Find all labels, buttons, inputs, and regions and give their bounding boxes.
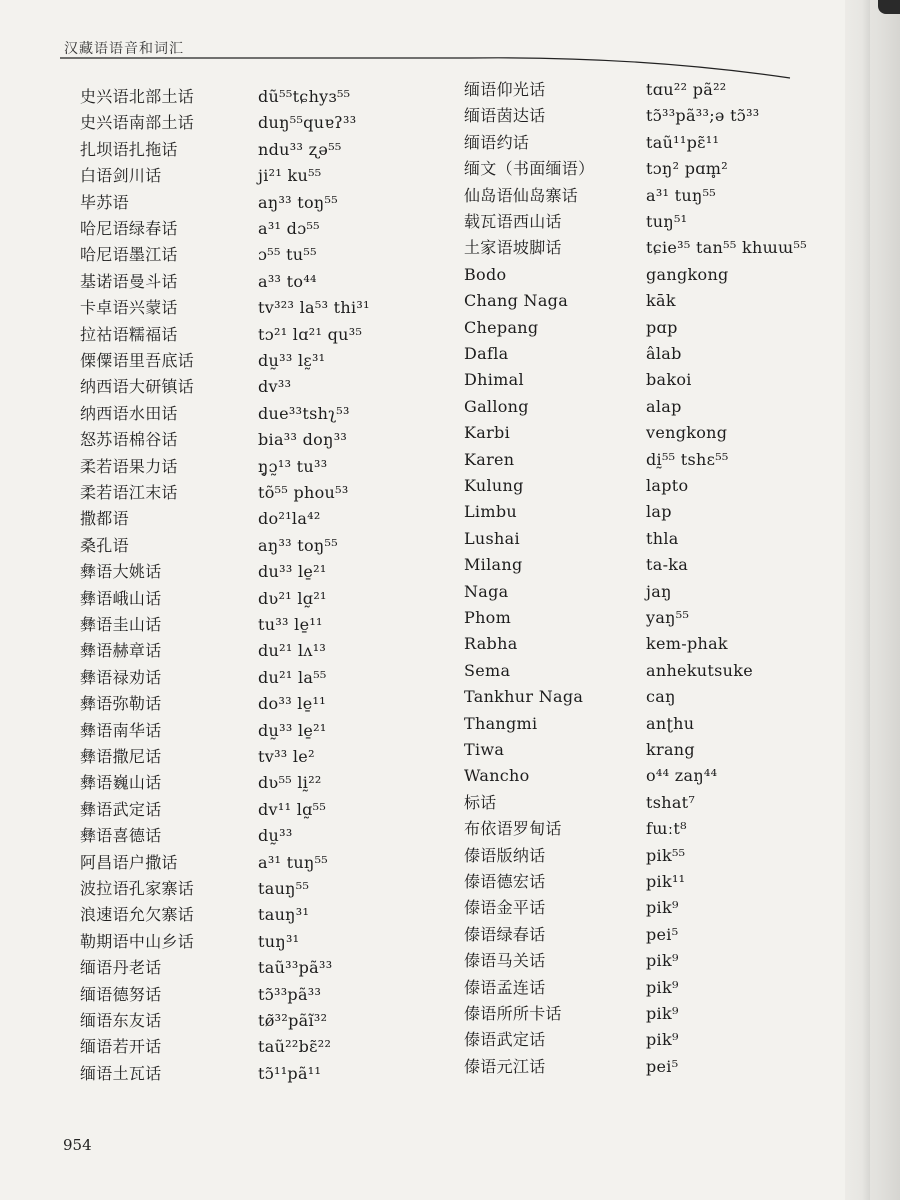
word-form: taũ³³pã³³	[258, 958, 333, 978]
language-name: 纳西语大研镇话	[80, 377, 195, 397]
language-name: 标话	[464, 792, 497, 812]
word-form: pei⁵	[646, 1056, 679, 1076]
language-name: 史兴语北部土话	[80, 87, 195, 106]
word-form: a³¹ tuŋ⁵⁵	[258, 852, 329, 872]
language-name: 彝语圭山话	[80, 615, 162, 634]
language-name: Karbi	[464, 423, 510, 443]
language-name: 怒苏语棉谷话	[80, 430, 178, 450]
word-form: taũ¹¹pɛ̃¹¹	[646, 132, 720, 152]
word-form: dṵ³³ lɛ̰³¹	[258, 351, 326, 370]
word-form: pɑp	[646, 317, 678, 337]
word-form: du³³ le̱²¹	[258, 562, 327, 582]
language-name: Rabha	[464, 634, 518, 654]
language-name: 彝语大姚话	[80, 562, 162, 582]
word-form: pei⁵	[646, 924, 679, 944]
language-name: 彝语峨山话	[80, 588, 162, 608]
word-form: do²¹la⁴²	[258, 509, 321, 529]
word-form: tuŋ³¹	[258, 931, 300, 951]
page-number: 954	[63, 1136, 92, 1154]
word-form: ji²¹ ku⁵⁵	[258, 166, 322, 186]
language-name: 布依语罗甸话	[464, 819, 562, 839]
language-name: 傣语武定话	[464, 1030, 546, 1050]
word-form: bakoi	[646, 370, 692, 390]
word-form: dv³³	[258, 377, 292, 397]
language-name: 傣语版纳话	[464, 845, 546, 865]
word-form: tshat⁷	[646, 792, 696, 812]
word-form: vengkong	[646, 423, 728, 443]
language-name: 彝语禄劝话	[80, 667, 162, 687]
word-form: alap	[646, 396, 682, 416]
language-name: 载瓦语西山话	[464, 212, 562, 231]
word-form: tɕie³⁵ tan⁵⁵ khɯɯ⁵⁵	[646, 238, 807, 258]
word-form: lapto	[646, 476, 689, 495]
word-form: bia³³ doŋ³³	[258, 430, 348, 450]
language-name: 彝语弥勒话	[80, 694, 162, 714]
language-name: 拉祜语糯福话	[80, 324, 178, 344]
running-header-title: 汉藏语语音和词汇	[64, 41, 184, 57]
word-form: do³³ le̱¹¹	[258, 694, 326, 714]
language-name: Chang Naga	[464, 291, 569, 311]
word-form: pik⁹	[646, 977, 679, 997]
language-name: 哈尼语绿春话	[80, 219, 178, 238]
word-form: pik⁹	[646, 951, 679, 971]
word-form: ŋ̥ɔ̰¹³ tu³³	[258, 456, 328, 476]
language-name: 撒都语	[80, 509, 129, 529]
word-form: caŋ	[646, 687, 676, 707]
language-name: Kulung	[464, 476, 524, 495]
language-name: Naga	[464, 581, 509, 601]
language-name: Milang	[464, 555, 523, 575]
word-form: tɑu²² pã²²	[646, 80, 727, 99]
word-form: yaŋ⁵⁵	[646, 608, 690, 627]
language-name: Bodo	[464, 264, 507, 284]
language-name: 傣语金平话	[464, 898, 546, 918]
word-form: anhekutsuke	[646, 660, 754, 680]
language-name: 缅文（书面缅语）	[464, 159, 595, 179]
language-name: 彝语南华话	[80, 720, 162, 740]
word-form: tv³³ le²	[258, 747, 315, 766]
language-name: 勒期语中山乡话	[80, 931, 195, 951]
language-name: 缅语德努话	[80, 984, 162, 1004]
word-form: tø̃³²pãĩ³²	[258, 1011, 328, 1030]
language-name: 毕苏语	[80, 192, 129, 212]
language-name: 卡卓语兴蒙话	[80, 298, 178, 318]
language-name: Lushai	[464, 528, 520, 548]
language-name: 彝语撒尼话	[80, 747, 162, 766]
language-name: Dhimal	[464, 370, 524, 390]
word-form: dṵ³³ le̱²¹	[258, 720, 327, 740]
word-form: a³³ to⁴⁴	[258, 271, 317, 291]
word-form: tɔ²¹ lɑ²¹ qu³⁵	[258, 324, 363, 344]
language-name: 缅语约话	[464, 132, 530, 152]
word-form: tauŋ³¹	[258, 905, 310, 925]
word-form: dṵ³³	[258, 826, 293, 846]
language-name: 浪速语允欠寨话	[80, 905, 195, 925]
language-name: 土家语坡脚话	[464, 238, 562, 258]
language-name: Limbu	[464, 502, 517, 522]
language-name: 彝语赫章话	[80, 641, 162, 661]
language-name: 缅语若开话	[80, 1037, 162, 1057]
language-name: 傣语孟连话	[464, 977, 546, 997]
language-name: Phom	[464, 608, 512, 627]
language-name: Thangmi	[464, 713, 538, 733]
language-name: 仙岛语仙岛寨话	[464, 185, 579, 205]
language-name: 扎坝语扎拖话	[80, 139, 178, 159]
word-form: tv³²³ la⁵³ thi³¹	[258, 298, 370, 318]
language-name: Wancho	[464, 766, 530, 786]
word-form: tu³³ le̱¹¹	[258, 615, 323, 634]
language-name: 傣语马关话	[464, 951, 546, 971]
language-name: 桑孔语	[80, 535, 129, 555]
word-form: dʋ²¹ lɑ̰²¹	[258, 588, 327, 608]
language-name: Sema	[464, 660, 511, 680]
language-name: 波拉语孔家寨话	[80, 879, 195, 898]
word-form: pik⁹	[646, 898, 679, 918]
language-name: 白语剑川话	[80, 166, 162, 186]
word-form: kāk	[646, 291, 676, 311]
word-form: aŋ³³ toŋ⁵⁵	[258, 192, 338, 212]
word-form: duŋ⁵⁵quɐʔ³³	[258, 113, 357, 133]
language-name: Tankhur Naga	[464, 687, 584, 707]
language-name: 柔若语江末话	[80, 483, 178, 502]
page-edge-shading	[845, 0, 900, 1200]
word-form: a³¹ dɔ⁵⁵	[258, 219, 320, 238]
word-form: tɔ̃³³pã³³;ə tɔ̃³³	[646, 106, 760, 126]
language-name: 傣语元江话	[464, 1056, 546, 1076]
language-name: 缅语土瓦话	[80, 1063, 162, 1083]
word-form: aŋ³³ toŋ⁵⁵	[258, 535, 338, 555]
word-form: pik⁹	[646, 1030, 679, 1050]
word-form: tɔ̃³³pã³³	[258, 984, 322, 1004]
word-form: ɔ⁵⁵ tu⁵⁵	[258, 245, 317, 265]
word-form: tauŋ⁵⁵	[258, 879, 310, 898]
word-form: dũ⁵⁵tɕhyɜ⁵⁵	[258, 87, 351, 106]
language-name: 柔若语果力话	[80, 456, 178, 476]
word-form: dḭ⁵⁵ tshɛ⁵⁵	[646, 449, 729, 469]
word-form: tuŋ⁵¹	[646, 212, 688, 231]
word-form: o⁴⁴ zaŋ⁴⁴	[646, 766, 718, 786]
word-form: gangkong	[646, 264, 729, 284]
language-name: 阿昌语户撒话	[80, 852, 178, 872]
word-form: fɯːt⁸	[646, 819, 687, 839]
language-name: 纳西语水田话	[80, 403, 178, 423]
word-form: âlab	[646, 344, 682, 363]
language-name: 傣语绿春话	[464, 924, 546, 944]
language-name: 哈尼语墨江话	[80, 245, 178, 265]
language-name: Dafla	[464, 344, 509, 363]
language-name: 基诺语曼斗话	[80, 271, 178, 291]
word-form: pik¹¹	[646, 872, 686, 891]
language-name: 傈僳语里吾底话	[80, 351, 195, 370]
word-form: pik⁵⁵	[646, 845, 686, 865]
language-name: Karen	[464, 449, 515, 469]
word-form: tõ⁵⁵ phou⁵³	[258, 483, 349, 502]
page-edge-shadow	[862, 0, 870, 1200]
language-name: Chepang	[464, 317, 539, 337]
language-name: Gallong	[464, 396, 529, 416]
word-form: ta-ka	[646, 555, 689, 575]
word-form: du²¹ la⁵⁵	[258, 667, 327, 687]
word-form: lap	[646, 502, 672, 522]
word-form: thla	[646, 528, 679, 548]
word-form: taũ²²bɛ̃²²	[258, 1037, 332, 1057]
language-name: 傣语德宏话	[464, 872, 546, 891]
language-name: 傣语所所卡话	[464, 1004, 562, 1023]
word-form: du²¹ lʌ¹³	[258, 641, 327, 661]
word-form: ndu³³ ʐə⁵⁵	[258, 139, 342, 159]
language-name: 缅语东友话	[80, 1011, 162, 1030]
word-form: pik⁹	[646, 1004, 679, 1023]
word-form: due³³tshʅ⁵³	[258, 403, 350, 423]
language-name: 缅语仰光话	[464, 80, 546, 99]
word-form: anʈhu	[646, 713, 695, 733]
language-name: 彝语武定话	[80, 799, 162, 819]
word-form: krang	[646, 740, 695, 759]
language-name: Tiwa	[464, 740, 505, 759]
word-form: jaŋ	[646, 581, 672, 601]
language-name: 史兴语南部土话	[80, 113, 195, 133]
word-form: a³¹ tuŋ⁵⁵	[646, 185, 717, 205]
language-name: 彝语喜德话	[80, 826, 162, 846]
word-form: kem-phak	[646, 634, 728, 654]
language-name: 彝语巍山话	[80, 773, 162, 793]
language-name: 缅语茵达话	[464, 106, 546, 126]
word-form: tɔ̃¹¹pã¹¹	[258, 1063, 322, 1083]
word-form: dʋ⁵⁵ lḭ²²	[258, 773, 322, 793]
word-form: tɔŋ² pɑm̥²	[646, 159, 728, 179]
language-name: 缅语丹老话	[80, 958, 162, 978]
word-form: dv¹¹ lɑ̰⁵⁵	[258, 799, 327, 819]
